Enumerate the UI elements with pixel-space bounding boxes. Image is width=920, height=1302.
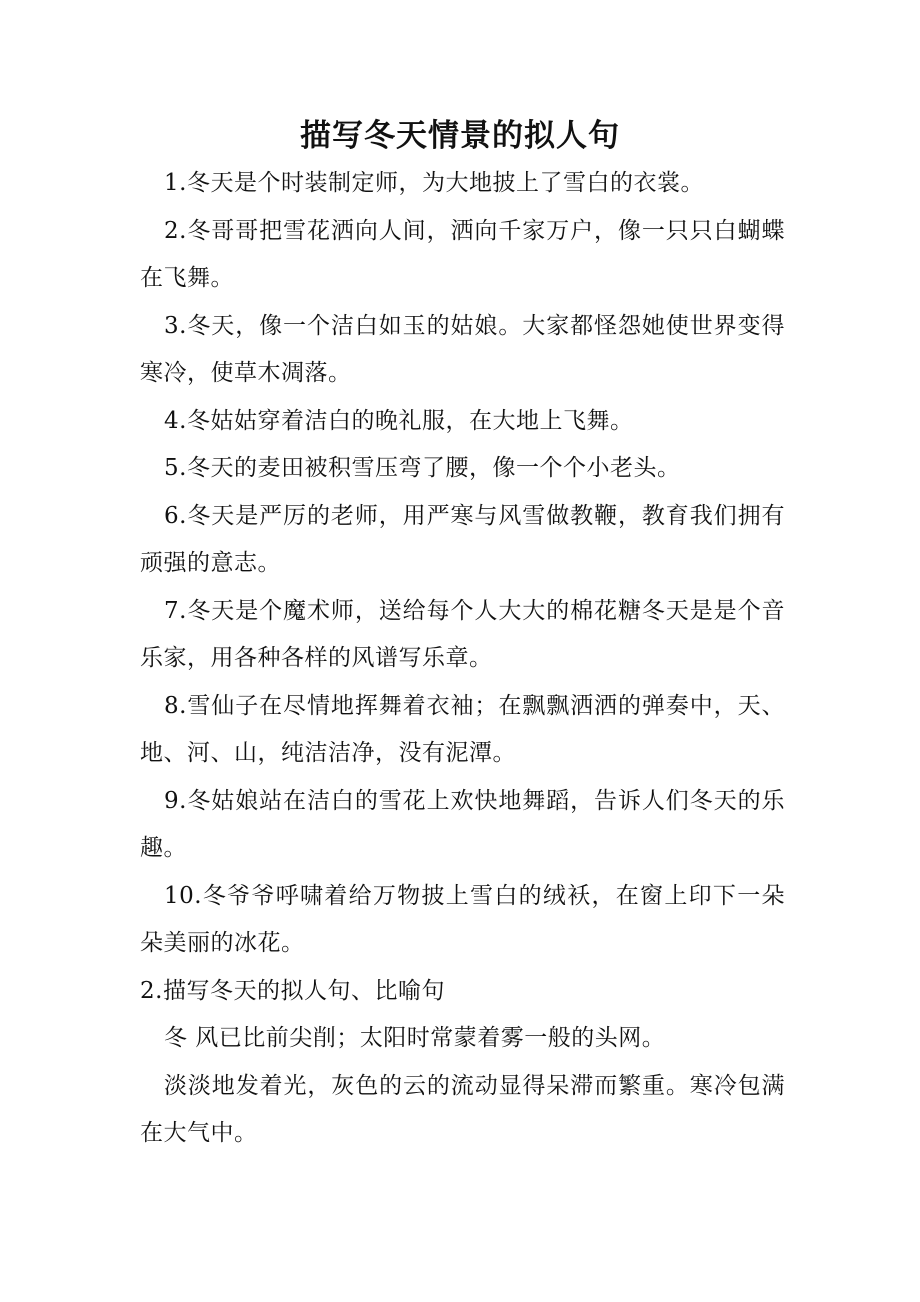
sentence-8: 8.雪仙子在尽情地挥舞着衣袖；在飘飘洒洒的弹奏中，天、地、河、山，纯洁洁净，没有泥潭。: [140, 692, 785, 766]
sentence-4: 4.冬姑姑穿着洁白的晚礼服，在大地上飞舞。: [164, 407, 634, 434]
paragraph-wind: 冬 风已比前尖削；太阳时常蒙着雾一般的头网。: [164, 1025, 666, 1051]
sentence-7: 7.冬天是个魔术师，送给每个人大大的棉花糖冬天是是个音乐家，用各种各样的风谱写乐章。: [140, 597, 785, 671]
sentence-9: 9.冬姑娘站在洁白的雪花上欢快地舞蹈，告诉人们冬天的乐趣。: [140, 787, 785, 861]
document-title: 描写冬天情景的拟人句: [300, 118, 620, 154]
document-body: [140, 160, 785, 1158]
paragraph-clouds: 淡淡地发着光，灰色的云的流动显得呆滞而繁重。寒冷包满在大气中。: [140, 1072, 785, 1146]
sentence-1: 1.冬天是个时装制定师，为大地披上了雪白的衣裳。: [164, 170, 704, 196]
sentence-2: 2.冬哥哥把雪花洒向人间，洒向千家万户，像一只只白蝴蝶在飞舞。: [140, 217, 785, 291]
sentence-5: 5.冬天的麦田被积雪压弯了腰，像一个个小老头。: [164, 455, 681, 481]
sentence-6: 6.冬天是严厉的老师，用严寒与风雪做教鞭，教育我们拥有顽强的意志。: [140, 502, 785, 576]
sentence-3: 3.冬天，像一个洁白如玉的姑娘。大家都怪怨她使世界变得寒冷，使草木凋落。: [140, 312, 785, 386]
section-heading: 2.描写冬天的拟人句、比喻句: [140, 977, 445, 1004]
sentence-10: 10.冬爷爷呼啸着给万物披上雪白的绒袄，在窗上印下一朵朵美丽的冰花。: [140, 882, 785, 956]
